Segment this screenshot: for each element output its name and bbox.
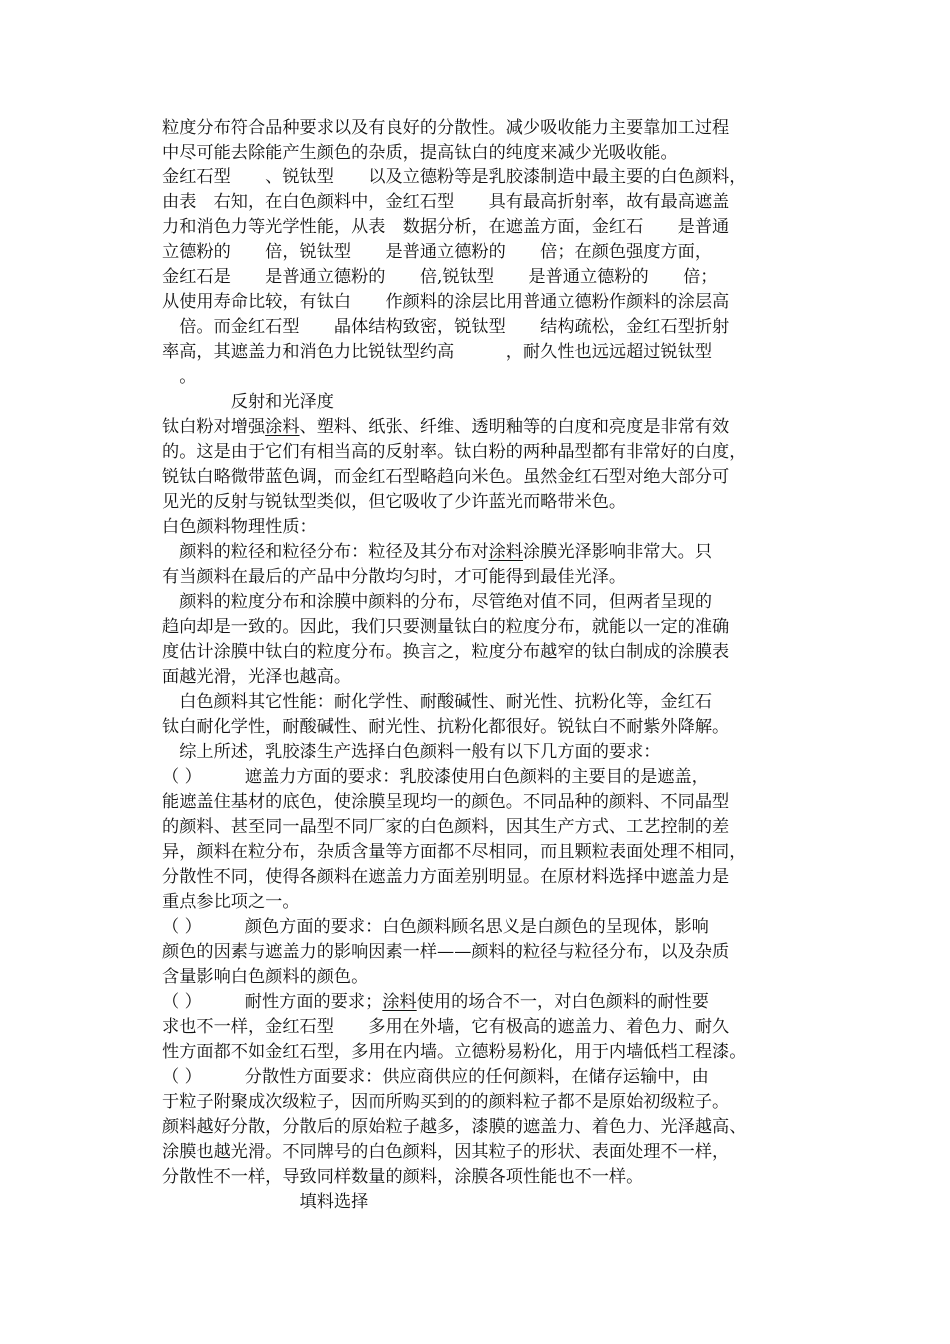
text-line: （ ） 遮盖力方面的要求：乳胶漆使用白色颜料的主要目的是遮盖， [162, 767, 709, 787]
text-line: 于粒子附聚成次级粒子，因而所购买到的的颜料粒子都不是原始初级粒子。 [162, 1092, 730, 1112]
text-line: 性方面都不如金红石型，多用在内墙。立德粉易粉化，用于内墙低档工程漆。 [162, 1042, 747, 1062]
text-line: 重点参比项之一。 [162, 892, 300, 912]
text-line: 钛白耐化学性，耐酸碱性、耐光性、抗粉化都很好。锐钛白不耐紫外降解。 [162, 717, 730, 737]
text-line [162, 990, 709, 1014]
text-line: 能遮盖住基材的底色，使涂膜呈现均一的颜色。不同品种的颜料、不同晶型 [162, 792, 730, 812]
text-segment: 使用的场合不一，对白色颜料的耐性要 [416, 992, 709, 1012]
text-segment: 钛白粉对增强 [162, 417, 266, 437]
text-line: 粒度分布符合品种要求以及有良好的分散性。减少吸收能力主要靠加工过程 [162, 118, 730, 138]
section-heading-reflection: 反射和光泽度 [162, 392, 334, 412]
text-line: 异，颜料在粒分布，杂质含量等方面都不尽相同，而且颗粒表面处理不相同， [162, 842, 747, 862]
section-heading-physical-properties: 白色颜料物理性质： [162, 517, 317, 537]
text-line: 见光的反射与锐钛型类似，但它吸收了少许蓝光而略带米色。 [162, 492, 627, 512]
text-line [162, 415, 729, 439]
text-line: 分散性不同，使得各颜料在遮盖力方面差别明显。在原材料选择中遮盖力是 [162, 867, 730, 887]
text-line: 有当颜料在最后的产品中分散均匀时，才可能得到最佳光泽。 [162, 567, 627, 587]
text-line: 的颜料、甚至同一晶型不同厂家的白色颜料，因其生产方式、工艺控制的差 [162, 817, 730, 837]
text-line: 立德粉的 倍，锐钛型 是普通立德粉的 倍；在颜色强度方面， [162, 242, 713, 262]
text-line: 白色颜料其它性能：耐化学性、耐酸碱性、耐光性、抗粉化等，金红石 [162, 692, 713, 712]
text-line: （ ） 颜色方面的要求：白色颜料顾名思义是白颜色的呈现体，影响 [162, 917, 709, 937]
text-line: 金红石型 、锐钛型 以及立德粉等是乳胶漆制造中最主要的白色颜料， [162, 167, 747, 187]
text-segment: 涂膜光泽影响非常大。只 [522, 542, 713, 562]
text-line: 从使用寿命比较，有钛白 作颜料的涂层比用普通立德粉作颜料的涂层高 [162, 292, 730, 312]
text-line: 分散性不一样，导致同样数量的颜料，涂膜各项性能也不一样。 [162, 1167, 644, 1187]
text-segment: （ ） 耐性方面的要求； [162, 992, 383, 1012]
text-line: 颜料的粒度分布和涂膜中颜料的分布，尽管绝对值不同，但两者呈现的 [162, 592, 713, 612]
text-line: 的。这是由于它们有相当高的反射率。钛白粉的两种晶型都有非常好的白度， [162, 442, 747, 462]
text-line: 由表 右知，在白色颜料中，金红石型 具有最高折射率，故有最高遮盖 [162, 192, 730, 212]
text-line: 力和消色力等光学性能，从表 数据分析，在遮盖方面，金红石 是普通 [162, 217, 730, 237]
text-line: 涂膜也越光滑。不同牌号的白色颜料，因其粒子的形状、表面处理不一样， [162, 1142, 730, 1162]
text-line: 颜料越好分散，分散后的原始粒子越多，漆膜的遮盖力、着色力、光泽越高、 [162, 1117, 747, 1137]
section-heading-filler-selection: 填料选择 [162, 1192, 369, 1212]
text-line: 求也不一样，金红石型 多用在外墙，它有极高的遮盖力、着色力、耐久 [162, 1017, 730, 1037]
text-line: 趋向却是一致的。因此，我们只要测量钛白的粒度分布，就能以一定的准确 [162, 617, 730, 637]
text-line: 金红石是 是普通立德粉的 倍,锐钛型 是普通立德粉的 倍； [162, 267, 718, 287]
text-line: 。 [162, 367, 197, 387]
text-line: 率高，其遮盖力和消色力比锐钛型约高 ，耐久性也远远超过锐钛型 [162, 342, 713, 362]
link-coatings[interactable]: 涂料 [488, 542, 523, 562]
text-line: 锐钛白略微带蓝色调，而金红石型略趋向米色。虽然金红石型对绝大部分可 [162, 467, 730, 487]
text-line: 面越光滑，光泽也越高。 [162, 667, 352, 687]
text-line: 中尽可能去除能产生颜色的杂质，提高钛白的纯度来减少光吸收能。 [162, 143, 678, 163]
text-line: 倍。而金红石型 晶体结构致密，锐钛型 结构疏松，金红石型折射 [162, 317, 730, 337]
text-line: 颜色的因素与遮盖力的影响因素一样——颜料的粒径与粒径分布，以及杂质 [162, 942, 730, 962]
text-line: 度估计涂膜中钛白的粒度分布。换言之，粒度分布越窄的钛白制成的涂膜表 [162, 642, 730, 662]
link-coatings[interactable]: 涂料 [265, 417, 300, 437]
text-line [162, 540, 712, 564]
text-segment: 、塑料、纸张、纤维、透明釉等的白度和亮度是非常有效 [299, 417, 730, 437]
text-line: 综上所述，乳胶漆生产选择白色颜料一般有以下几方面的要求： [162, 742, 661, 762]
text-line: 含量影响白色颜料的颜色。 [162, 967, 369, 987]
text-line: （ ） 分散性方面要求：供应商供应的任何颜料，在储存运输中，由 [162, 1067, 709, 1087]
link-coatings[interactable]: 涂料 [382, 992, 417, 1012]
text-segment: 颜料的粒径和粒径分布：粒径及其分布对 [162, 542, 489, 562]
